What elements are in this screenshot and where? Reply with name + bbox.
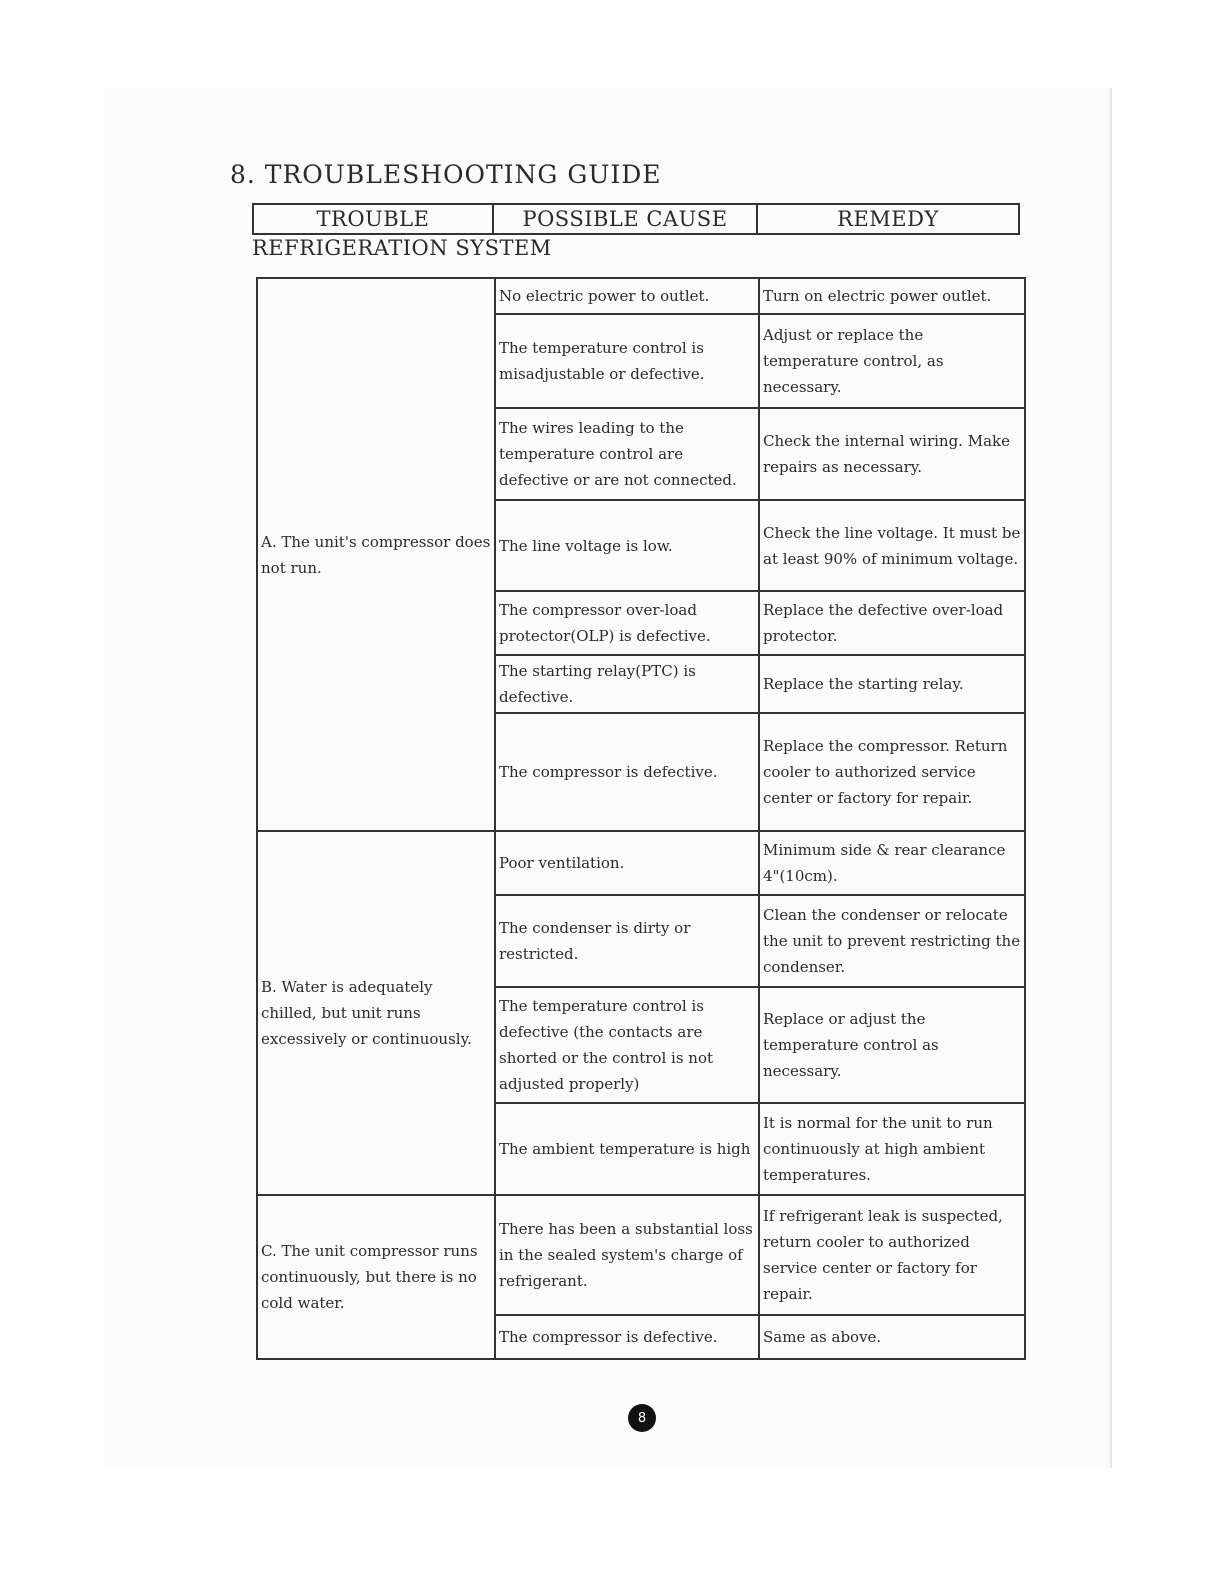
page-title: 8. TROUBLESHOOTING GUIDE — [230, 160, 662, 189]
remedy-cell: Replace the starting relay. — [759, 655, 1025, 713]
remedy-cell: Same as above. — [759, 1315, 1025, 1359]
remedy-cell: Check the line voltage. It must be at least 90% of minimum voltage. — [759, 500, 1025, 591]
column-header-row — [252, 203, 1020, 235]
remedy-cell: It is normal for the unit to run continuously at high ambient temperatures. — [759, 1103, 1025, 1195]
header-remedy: REMEDY — [837, 207, 939, 231]
cause-cell: The line voltage is low. — [495, 500, 759, 591]
cause-cell: The compressor over-load protector(OLP) is defective. — [495, 591, 759, 655]
cause-cell: The compressor is defective. — [495, 1315, 759, 1359]
trouble-cell-b: B. Water is adequately chilled, but unit runs excessively or continuously. — [257, 831, 495, 1195]
remedy-cell: Minimum side & rear clearance 4"(10cm). — [759, 831, 1025, 895]
table-row — [257, 1195, 1025, 1315]
troubleshooting-table — [256, 277, 1026, 1360]
remedy-cell: Clean the condenser or relocate the unit to prevent restricting the condenser. — [759, 895, 1025, 987]
remedy-cell: Replace the compressor. Return cooler to authorized service center or factory for repair. — [759, 713, 1025, 831]
cause-cell: The temperature control is defective (the contacts are shorted or the control is not adjusted properly) — [495, 987, 759, 1103]
table-row — [257, 278, 1025, 314]
remedy-cell: Replace the defective over-load protector. — [759, 591, 1025, 655]
header-trouble: TROUBLE — [254, 205, 494, 233]
header-possible-cause: POSSIBLE CAUSE — [494, 205, 758, 233]
remedy-cell: Replace or adjust the temperature control as necessary. — [759, 987, 1025, 1103]
cause-cell: Poor ventilation. — [495, 831, 759, 895]
remedy-cell: Check the internal wiring. Make repairs as necessary. — [759, 408, 1025, 500]
cause-cell: The starting relay(PTC) is defective. — [495, 655, 759, 713]
cause-cell: The temperature control is misadjustable or defective. — [495, 314, 759, 408]
table-row — [257, 831, 1025, 895]
trouble-cell-a: A. The unit's compressor does not run. — [257, 278, 495, 831]
remedy-cell: Turn on electric power outlet. — [759, 278, 1025, 314]
remedy-cell: If refrigerant leak is suspected, return cooler to authorized service center or factory for repair. — [759, 1195, 1025, 1315]
cause-cell: The compressor is defective. — [495, 713, 759, 831]
page-number: 8 — [628, 1404, 656, 1432]
cause-cell: There has been a substantial loss in the sealed system's charge of refrigerant. — [495, 1195, 759, 1315]
section-heading: REFRIGERATION SYSTEM — [252, 236, 552, 260]
cause-cell: The wires leading to the temperature control are defective or are not connected. — [495, 408, 759, 500]
remedy-cell: Adjust or replace the temperature control, as necessary. — [759, 314, 1025, 408]
cause-cell: The ambient temperature is high — [495, 1103, 759, 1195]
cause-cell: No electric power to outlet. — [495, 278, 759, 314]
trouble-cell-c: C. The unit compressor runs continuously, but there is no cold water. — [257, 1195, 495, 1359]
cause-cell: The condenser is dirty or restricted. — [495, 895, 759, 987]
